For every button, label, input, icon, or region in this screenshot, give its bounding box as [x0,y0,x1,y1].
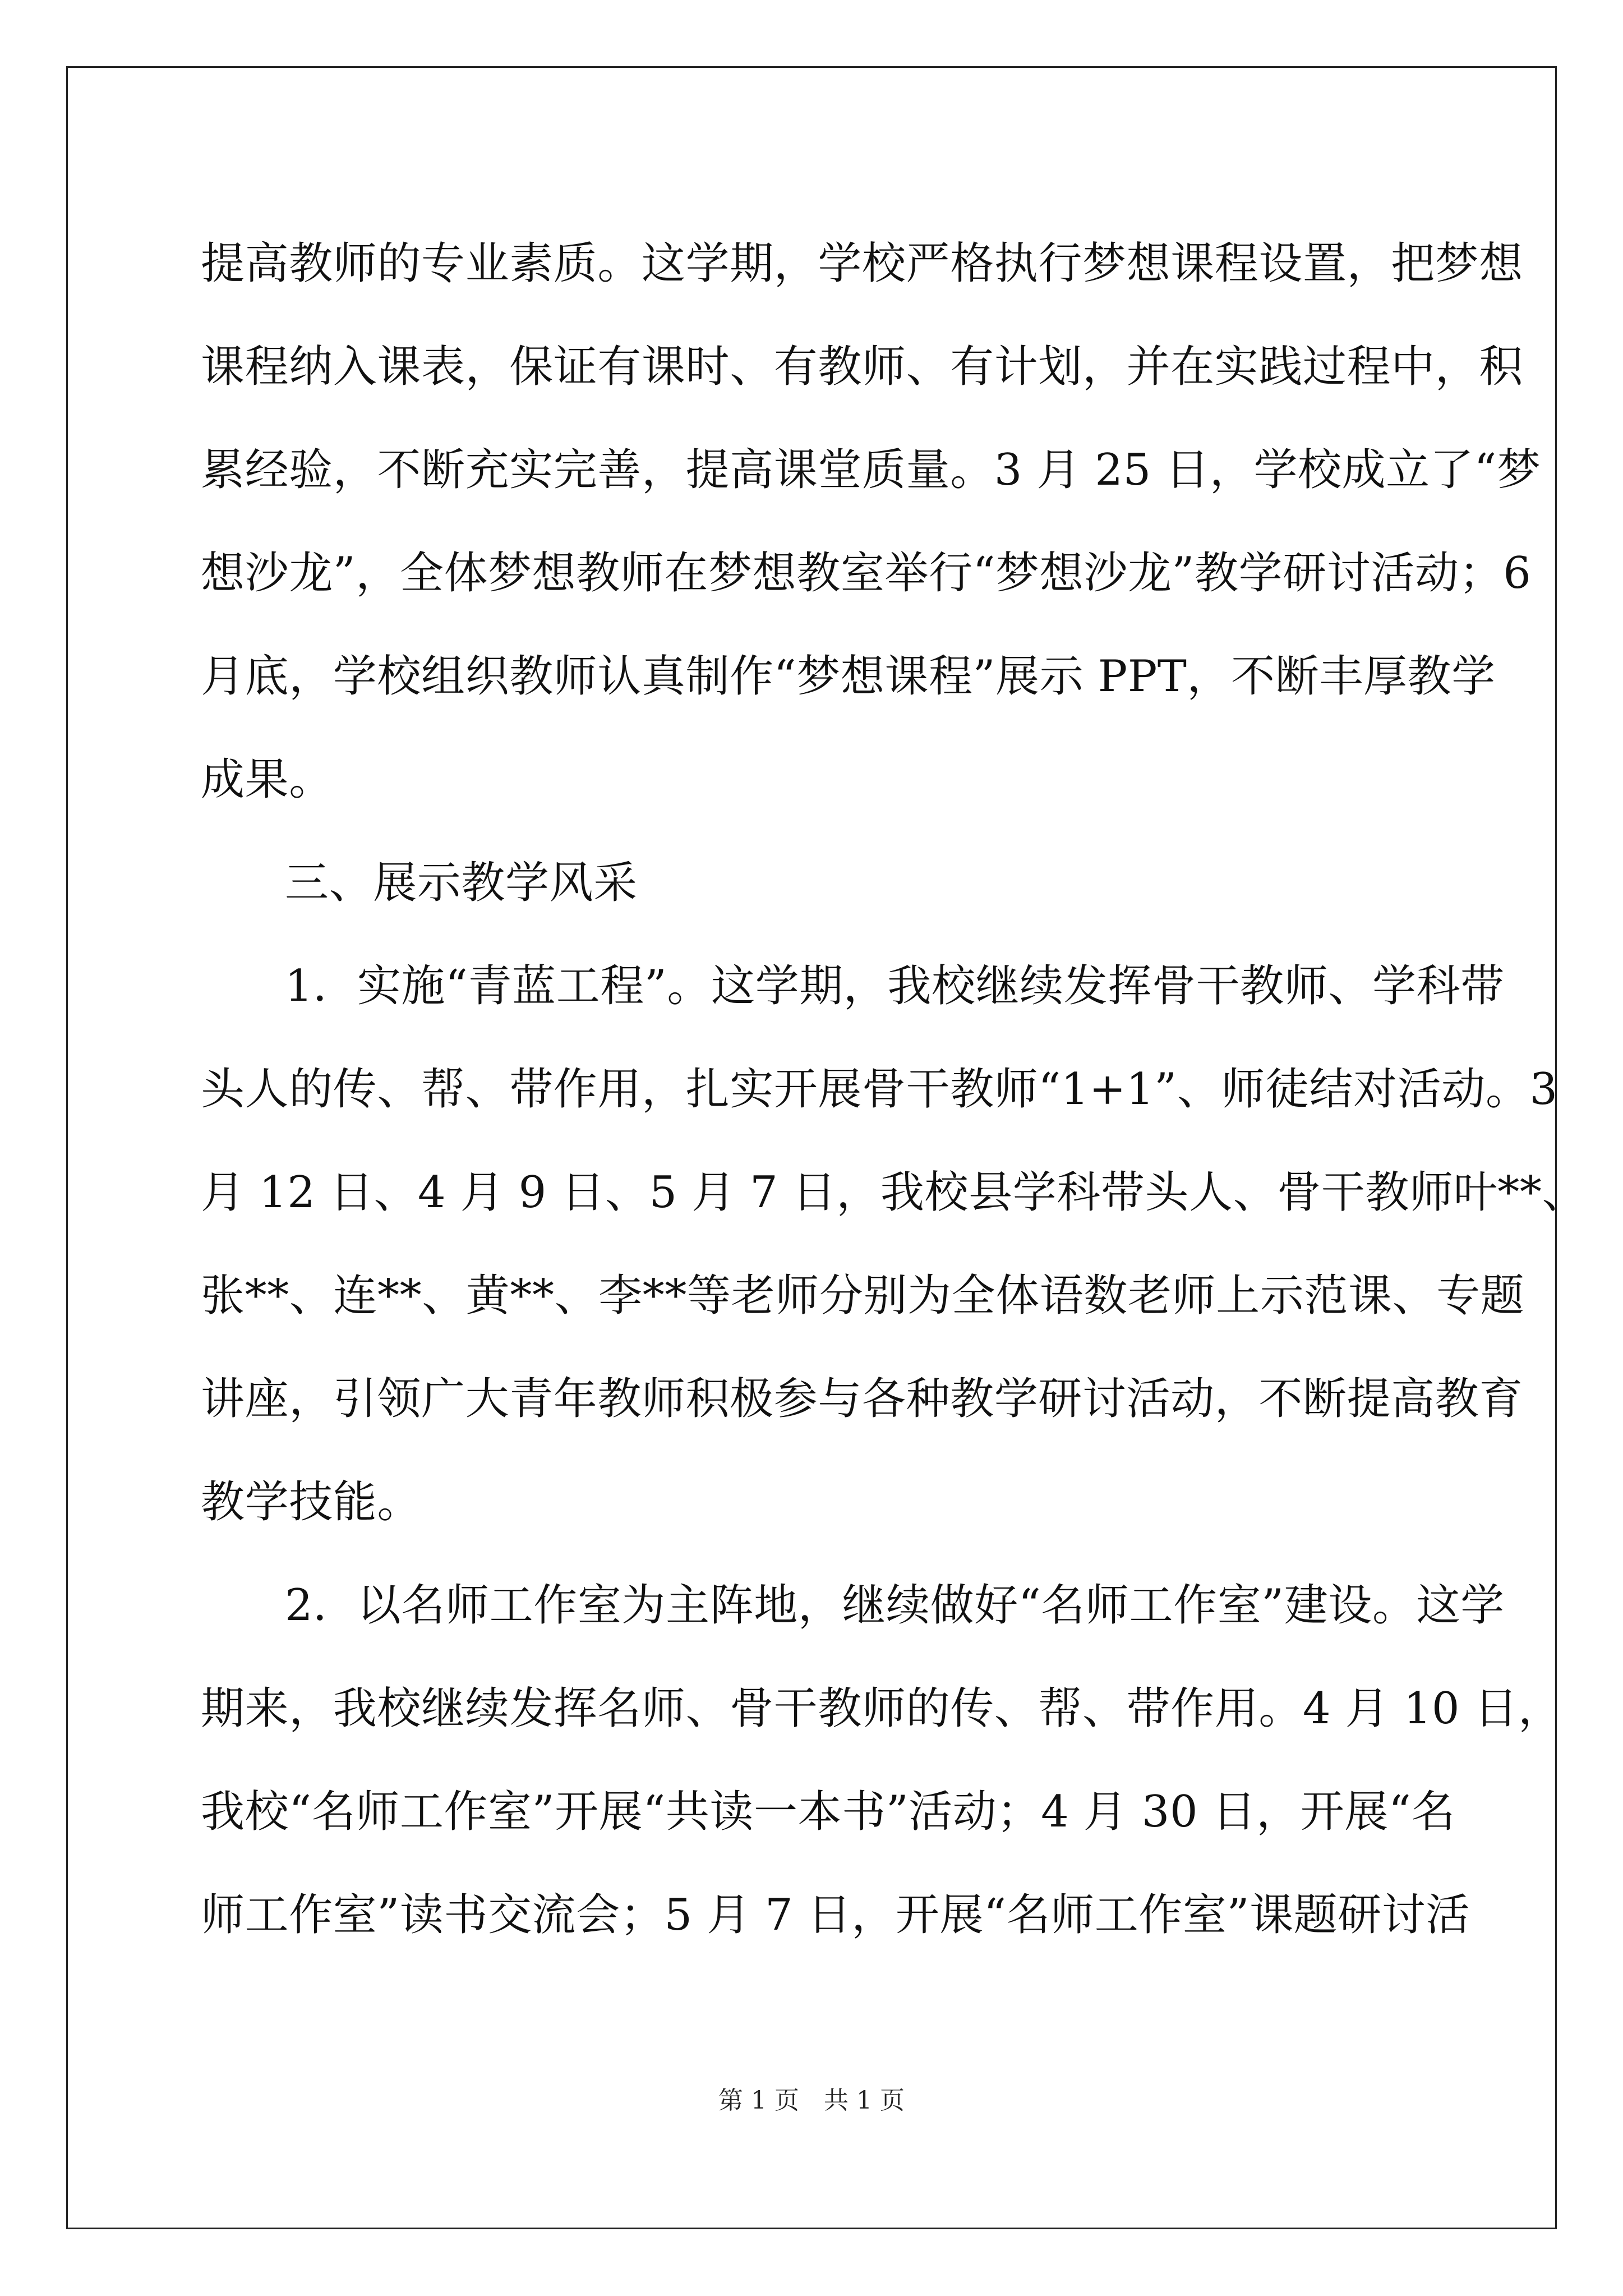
paragraph-line: 我校“名师工作室”开展“共读一本书”活动；4 月 30 日，开展“名 [201,1787,1456,1837]
paragraph-line: 提高教师的专业素质。这学期，学校严格执行梦想课程设置，把梦想 [201,238,1524,289]
paragraph-line: 讲座，引领广大青年教师积极参与各种教学研讨活动，不断提高教育 [201,1374,1524,1424]
paragraph-line: 课程纳入课表，保证有课时、有教师、有计划，并在实践过程中，积 [201,342,1524,392]
paragraph-line: 期来，我校继续发挥名师、骨干教师的传、帮、带作用。4 月 10 日， [201,1683,1562,1734]
page-footer: 第 1 页 共 1 页 [718,2086,905,2115]
paragraph-line: 1．实施“青蓝工程”。这学期，我校继续发挥骨干教师、学科带 [285,961,1505,1011]
paragraph-line: 成果。 [201,754,333,805]
paragraph-line: 月 12 日、4 月 9 日、5 月 7 日，我校县学科带头人、骨干教师叶**、 [201,1167,1587,1218]
paragraph-line: 师工作室”读书交流会；5 月 7 日，开展“名师工作室”课题研讨活 [201,1890,1470,1940]
paragraph-line: 想沙龙”，全体梦想教师在梦想教室举行“梦想沙龙”教学研讨活动；6 [201,548,1532,599]
paragraph-line: 累经验，不断充实完善，提高课堂质量。3 月 25 日，学校成立了“梦 [201,445,1541,495]
paragraph-line: 张**、连**、黄**、李**等老师分别为全体语数老师上示范课、专题 [201,1271,1525,1321]
paragraph-line: 月底，学校组织教师认真制作“梦想课程”展示 PPT，不断丰厚教学 [201,651,1496,702]
section-heading: 三、展示教学风采 [285,858,638,908]
paragraph-line: 2．以名师工作室为主阵地，继续做好“名师工作室”建设。这学 [285,1580,1505,1631]
paragraph-line: 头人的传、帮、带作用，扎实开展骨干教师“1+1”、师徒结对活动。3 [201,1064,1558,1115]
paragraph-line: 教学技能。 [201,1477,422,1527]
document-body [201,212,1587,1967]
